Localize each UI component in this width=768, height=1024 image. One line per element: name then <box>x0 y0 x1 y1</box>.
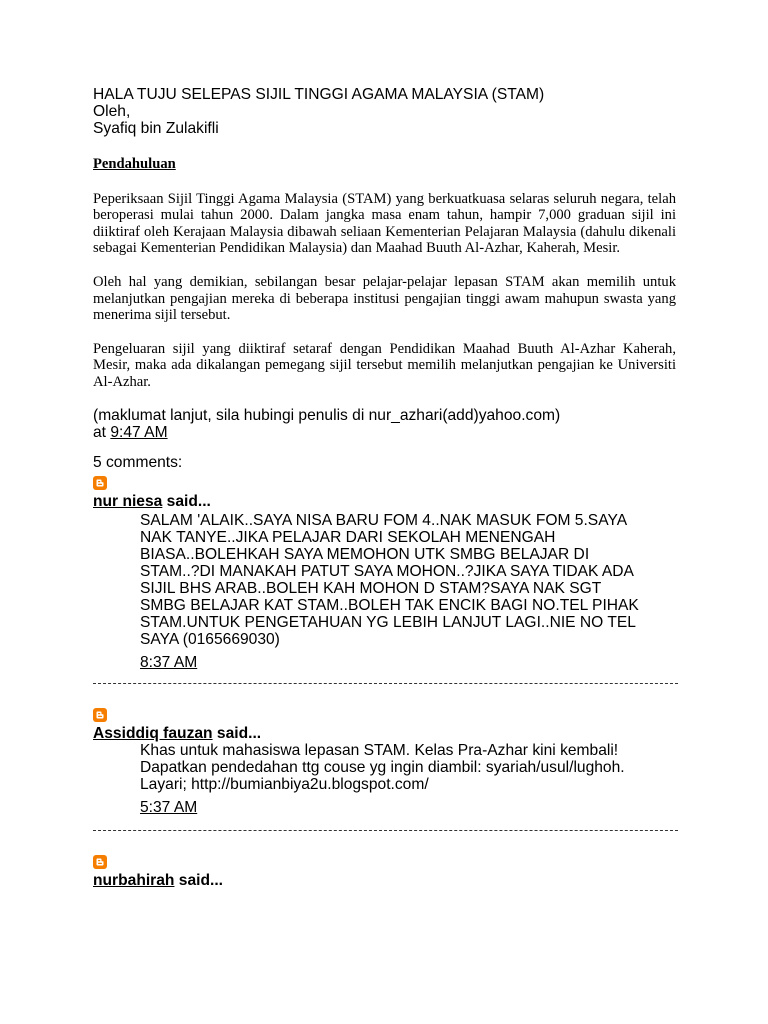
post-header <box>93 86 676 137</box>
comment-timestamp-link[interactable]: 8:37 AM <box>140 653 198 671</box>
post-author: Syafiq bin Zulakifli <box>93 120 219 137</box>
comment-author-line <box>93 872 676 889</box>
said-label: said... <box>178 871 223 889</box>
comment-line: SMBG BELAJAR KAT STAM..BOLEH TAK ENCIK BAGI NO.TEL PIHAK <box>140 596 639 614</box>
comment-divider <box>93 830 678 831</box>
post-footer <box>93 407 676 471</box>
contact-note: (maklumat lanjut, sila hubingi penulis di nur_azhari(add)yahoo.com) <box>93 406 561 424</box>
by-label: Oleh, <box>93 103 131 120</box>
comment-line: SAYA (0165669030) <box>140 630 280 648</box>
posted-at-label: at <box>93 423 107 441</box>
section-heading: Pendahuluan <box>93 156 176 172</box>
comment-author-link[interactable]: Assiddiq fauzan <box>93 724 213 742</box>
comment-line: STAM.UNTUK PENGETAHUAN YG LEBIH LANJUT LAGI..NIE NO TEL <box>140 613 636 631</box>
comment-body <box>140 512 676 648</box>
comment-body <box>140 742 676 793</box>
comment-line: Khas untuk mahasiswa lepasan STAM. Kelas Pra-Azhar kini kembali! <box>140 741 619 759</box>
comment-line: NAK TANYE..JIKA PELAJAR DARI SEKOLAH MENENGAH <box>140 528 556 546</box>
blogger-profile-icon[interactable] <box>93 855 107 869</box>
paragraph-1: Peperiksaan Sijil Tinggi Agama Malaysia (STAM) yang berkuatkuasa selaras seluruh negara, telah beroperasi mulai tahun 2000. Dalam jangka masa enam tahun, hampir 7,000 graduan sijil ini diiktiraf oleh Kerajaan Malaysia dibawah seliaan Kementerian Pelajaran Malaysia (dahulu dikenali sebagai Kementerian Pendidikan Malaysia) dan Maahad Buuth Al-Azhar, Kaherah, Mesir. <box>93 190 676 257</box>
comment <box>93 476 676 671</box>
blog-post <box>93 86 676 889</box>
comment-divider <box>93 683 678 684</box>
comment-line: BIASA..BOLEHKAH SAYA MEMOHON UTK SMBG BELAJAR DI <box>140 545 590 563</box>
comment-author-link[interactable]: nurbahirah <box>93 871 175 889</box>
comment-line: STAM..?DI MANAKAH PATUT SAYA MOHON..?JIKA SAYA TIDAK ADA <box>140 562 634 580</box>
comment-timestamp-link[interactable]: 5:37 AM <box>140 798 198 816</box>
comment-author-line <box>93 725 676 742</box>
comments-count: 5 comments: <box>93 453 183 471</box>
post-timestamp-link[interactable]: 9:47 AM <box>110 423 168 441</box>
post-title: HALA TUJU SELEPAS SIJIL TINGGI AGAMA MALAYSIA (STAM) <box>93 86 545 103</box>
comment-line: SALAM 'ALAIK..SAYA NISA BARU FOM 4..NAK MASUK FOM 5.SAYA <box>140 511 628 529</box>
paragraph-2: Oleh hal yang demikian, sebilangan besar pelajar-pelajar lepasan STAM akan memilih untuk melanjutkan pengajian mereka di beberapa institusi pengajian tinggi awam mahupun swasta yang menerima sijil tersebut. <box>93 273 676 324</box>
comment <box>93 855 676 889</box>
comment-author-link[interactable]: nur niesa <box>93 492 163 510</box>
blogger-profile-icon[interactable] <box>93 476 107 490</box>
comment-line: Layari; http://bumianbiya2u.blogspot.com/ <box>140 775 429 793</box>
post-timestamp-line <box>93 424 676 441</box>
comment-line: Dapatkan pendedahan ttg couse yg ingin diambil: syariah/usul/lughoh. <box>140 758 625 776</box>
comment-line: SIJIL BHS ARAB..BOLEH KAH MOHON D STAM?SAYA NAK SGT <box>140 579 602 597</box>
comment-author-line <box>93 493 676 510</box>
comment <box>93 708 676 816</box>
said-label: said... <box>216 724 262 742</box>
blogger-profile-icon[interactable] <box>93 708 107 722</box>
said-label: said... <box>166 492 211 510</box>
paragraph-3: Pengeluaran sijil yang diiktiraf setaraf dengan Pendidikan Maahad Buuth Al-Azhar Kaherah, Mesir, maka ada dikalangan pemegang sijil tersebut memilih melanjutkan pengajian ke Universiti Al-Azhar. <box>93 340 676 390</box>
post-body <box>93 156 676 391</box>
